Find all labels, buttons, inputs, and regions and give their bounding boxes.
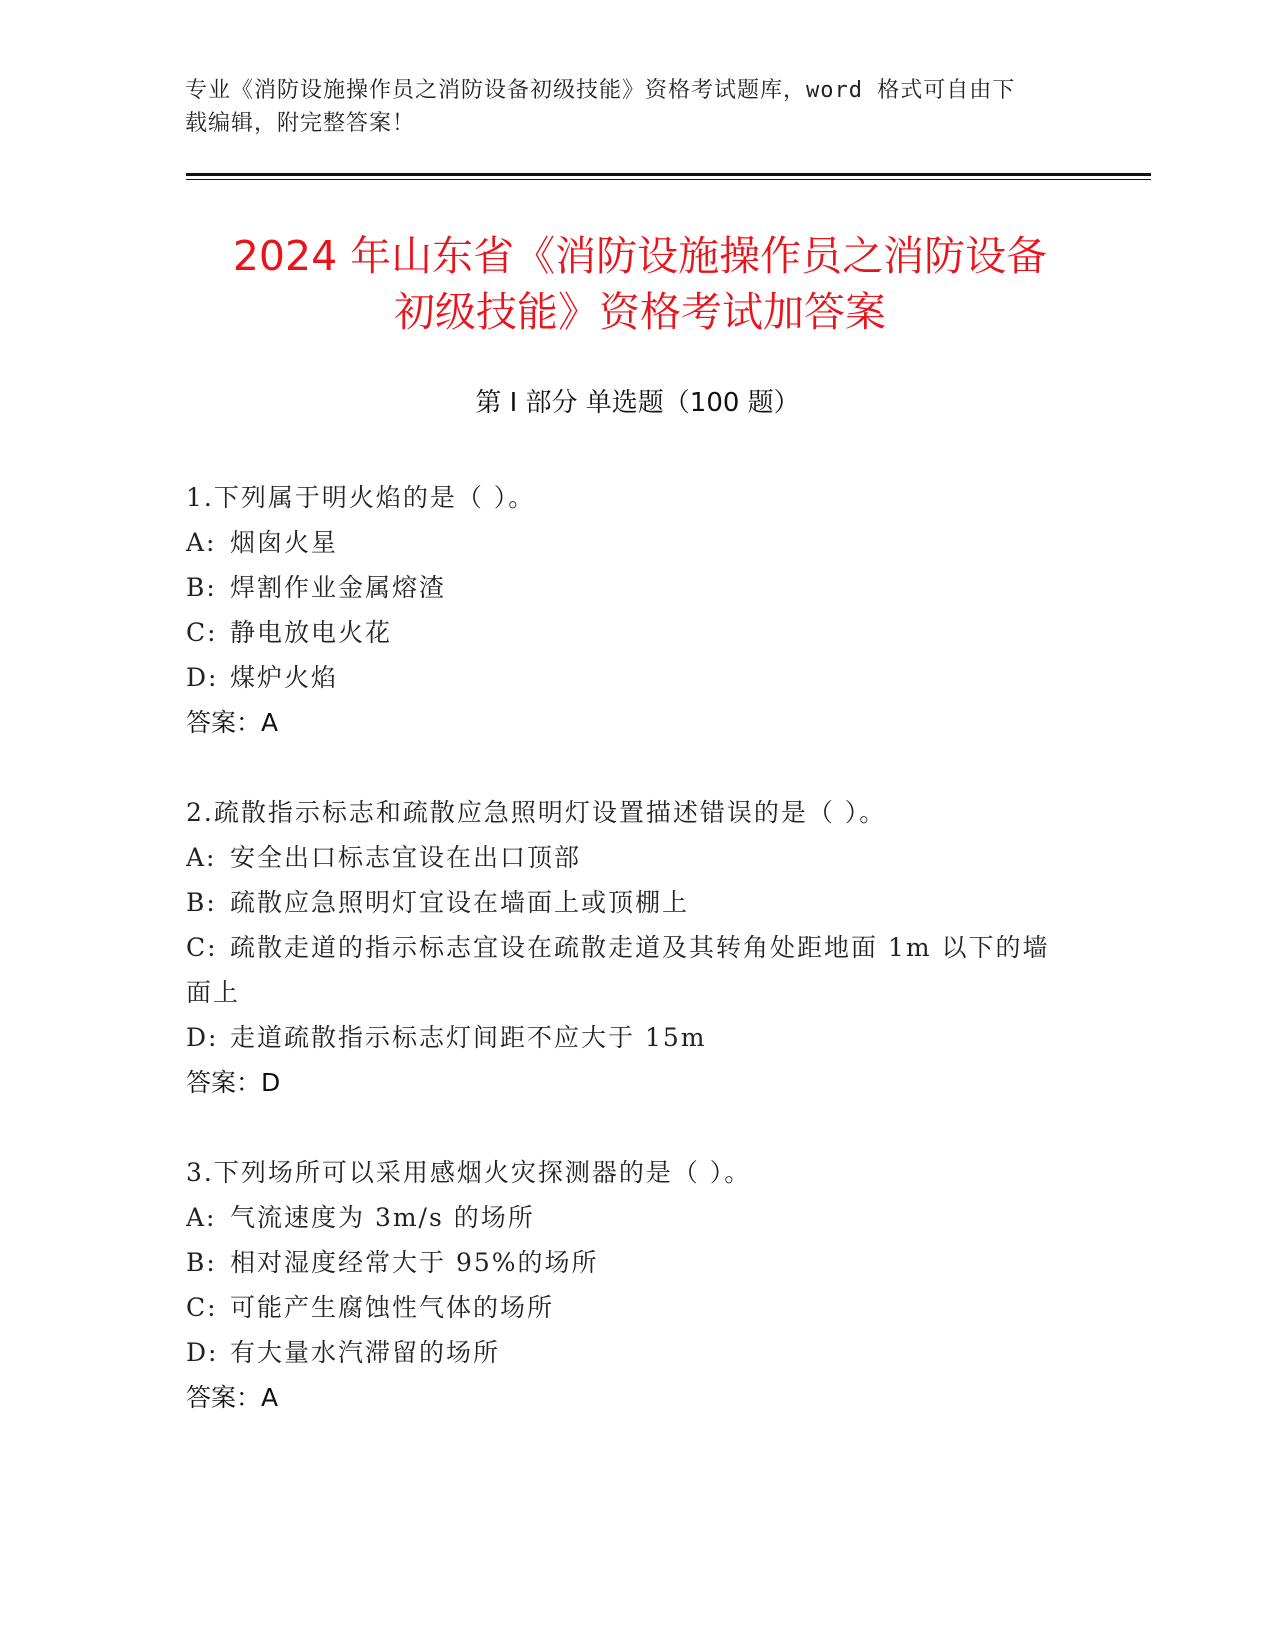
section-heading: 第 I 部分 单选题（100 题） (475, 388, 800, 418)
header-note-line-2: 载编辑，附完整答案！ (185, 111, 416, 136)
document-title-line-2: 初级技能》资格考试加答案 (394, 288, 886, 336)
option-letter: B: (186, 888, 217, 917)
question-option (186, 880, 1066, 925)
option-letter: C: (186, 933, 218, 962)
document-title (160, 228, 1120, 340)
document-title-line-1: 2024 年山东省《消防设施操作员之消防设备 (232, 232, 1048, 280)
option-letter: D: (186, 1338, 219, 1367)
option-letter: A: (186, 843, 217, 872)
option-text: 静电放电火花 (230, 618, 393, 647)
header-note-line-1: 专业《消防设施操作员之消防设备初级技能》资格考试题库，word 格式可自由下 (185, 78, 1016, 103)
question-answer: 答案：A (186, 708, 279, 737)
question-stem: 1.下列属于明火焰的是（ ）。 (186, 483, 536, 512)
question-option (186, 835, 1066, 880)
option-letter: A: (186, 1203, 217, 1232)
question-answer: 答案：D (186, 1068, 281, 1097)
option-text: 疏散走道的指示标志宜设在疏散走道及其转角处距地面 1m 以下的墙面上 (186, 933, 1050, 1007)
option-letter: D: (186, 1023, 219, 1052)
option-text: 气流速度为 3m/s 的场所 (230, 1203, 535, 1232)
question-option (186, 610, 1066, 655)
option-letter: B: (186, 1248, 217, 1277)
header-note (185, 74, 1065, 140)
option-letter: C: (186, 1293, 218, 1322)
option-text: 有大量水汽滞留的场所 (230, 1338, 501, 1367)
option-text: 煤炉火焰 (230, 663, 339, 692)
option-letter: A: (186, 528, 217, 557)
option-letter: D: (186, 663, 219, 692)
option-text: 安全出口标志宜设在出口顶部 (230, 843, 582, 872)
option-text: 烟囱火星 (230, 528, 339, 557)
question-option (186, 1195, 1066, 1240)
question-answer: 答案：A (186, 1383, 279, 1412)
question-item (186, 790, 1066, 1105)
question-option (186, 520, 1066, 565)
question-list (186, 475, 1066, 1465)
question-stem: 2.疏散指示标志和疏散应急照明灯设置描述错误的是（ ）。 (186, 798, 887, 827)
question-option (186, 1285, 1066, 1330)
header-divider-thin (186, 179, 1151, 180)
question-option (186, 1240, 1066, 1285)
option-text: 相对湿度经常大于 95%的场所 (230, 1248, 599, 1277)
question-option (186, 655, 1066, 700)
header-divider-thick (186, 173, 1151, 176)
option-text: 疏散应急照明灯宜设在墙面上或顶棚上 (230, 888, 690, 917)
question-option (186, 925, 1066, 1015)
option-text: 走道疏散指示标志灯间距不应大于 15m (230, 1023, 707, 1052)
question-option (186, 1015, 1066, 1060)
option-letter: C: (186, 618, 218, 647)
option-letter: B: (186, 573, 217, 602)
question-item (186, 475, 1066, 745)
question-option (186, 565, 1066, 610)
question-option (186, 1330, 1066, 1375)
question-item (186, 1150, 1066, 1420)
option-text: 焊割作业金属熔渣 (230, 573, 447, 602)
option-text: 可能产生腐蚀性气体的场所 (230, 1293, 555, 1322)
question-stem: 3.下列场所可以采用感烟火灾探测器的是（ ）。 (186, 1158, 752, 1187)
